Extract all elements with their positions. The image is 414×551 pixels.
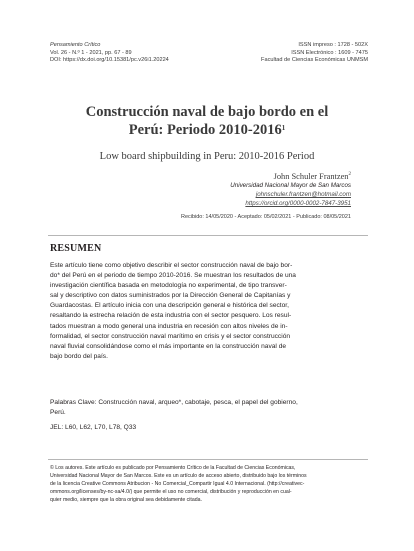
abstract-line: formalidad, el sector construcción naval marítimo en crisis y el sector construcción	[50, 332, 291, 340]
issn-header	[261, 42, 368, 65]
section-divider-bottom	[48, 459, 368, 460]
article-subtitle: Low board shipbuilding in Peru: 2010-2016 Period	[99, 151, 315, 162]
abstract-line: do* del Perú en el periodo de tiempo 2010-2016. Se muestran los resultados de una	[50, 272, 296, 280]
abstract-line: naval fluvial consolidándose como el más importante en la construcción naval de	[50, 342, 287, 350]
issn-print: ISSN impreso : 1728 - 502X	[298, 42, 368, 48]
journal-name: Pensamiento Crítico	[50, 42, 101, 48]
publication-dates: Recibido: 14/05/2020 - Aceptado: 05/02/2021 - Publicado: 08/05/2021	[180, 214, 351, 220]
license-line: de la licencia Creative Commons Atribucion - No Comercial_Compartir Igual 4.0 Internacional. (http://creativec-	[50, 480, 305, 487]
article-title	[40, 103, 374, 139]
author-email-link[interactable]: johnschuler.frantzen@hotmail.com	[255, 191, 351, 199]
keywords-line: Perú.	[50, 409, 66, 417]
abstract-line: bajo bordo del país.	[50, 352, 108, 360]
abstract-line: Guardacostas. El artículo inicia con una descripción general e histórica del sector,	[50, 302, 289, 310]
title-line-2: Perú: Periodo 2010-2016	[128, 122, 282, 138]
author-orcid-link[interactable]: https://orcid.org/0000-0002-7847-3951	[245, 200, 351, 208]
license-line: ommons.org/licenses/by-nc-sa/4.0/) que permite el uso no comercial, distribución y reproducción en cual-	[50, 488, 292, 495]
title-footnote-marker: 1	[281, 124, 286, 132]
section-divider-top	[48, 235, 368, 236]
license-line: quier medio, siempre que la obra original sea debidamente citada.	[50, 496, 202, 503]
license-notice	[50, 465, 368, 505]
abstract-line: resaltando la estrecha relación de esta industria con el sector pesquero. Los resul-	[50, 312, 292, 320]
abstract-line: investigación científica basada en metodología no experimental, de tipo transver-	[50, 282, 287, 290]
keywords-line: Palabras Clave: Construcción naval, arqueo*, cabotaje, pesca, el papel del gobierno,	[50, 399, 298, 406]
doi-link[interactable]: DOI: https://dx.doi.org/10.15381/pc.v26i1.20224	[50, 57, 169, 64]
abstract-heading: RESUMEN	[50, 243, 102, 254]
jel-codes: JEL: L60, L62, L70, L78, Q33	[50, 424, 137, 431]
volume-line: Vol. 26 - N.º 1 - 2021, pp. 67 - 89	[50, 49, 132, 56]
issn-electronic: ISSN Electrónico : 1609 - 7475	[291, 49, 368, 56]
author-footnote-marker: 2	[348, 172, 351, 177]
title-line-1: Construcción naval de bajo bordo en el	[85, 104, 329, 120]
faculty-name: Facultad de Ciencias Económicas UNMSM	[261, 57, 368, 64]
journal-header	[50, 42, 169, 65]
license-line: Universidad Nacional Mayor de San Marcos. Este es un artículo de acceso abierto, distribuido bajo los términos	[50, 472, 307, 479]
license-line: © Los autores. Este artículo es publicado por Pensamiento Crítico de la Facultad de Ciencias Económicas,	[50, 465, 296, 471]
abstract-line: sal y descriptivo con datos suministrados por la Dirección General de Capitanías y	[50, 292, 291, 300]
author-block	[230, 170, 351, 209]
abstract-line: Este artículo tiene como objetivo describir el sector construcción naval de bajo bor-	[50, 262, 293, 269]
author-name: John Schuler Frantzen	[273, 171, 349, 181]
keywords	[50, 398, 366, 418]
author-affiliation: Universidad Nacional Mayor de San Marcos	[230, 182, 351, 189]
abstract-line: tados muestran a modo general una industria en recesión con altos niveles de in-	[50, 322, 288, 330]
abstract-body	[50, 261, 366, 362]
